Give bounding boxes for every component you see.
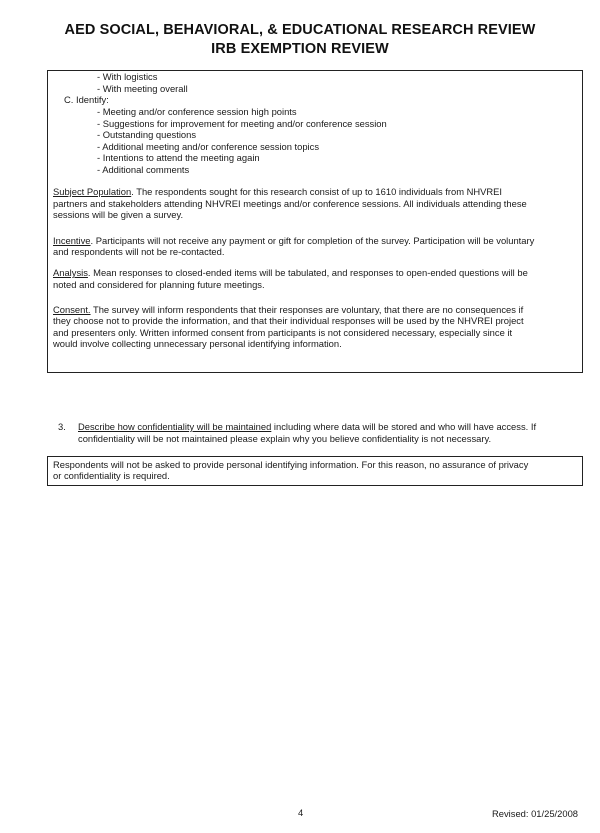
revised-date: Revised: 01/25/2008: [492, 808, 579, 819]
paragraph-text: . The respondents sought for this research consist of up to 1610 individuals from NHVREI: [131, 186, 503, 197]
document-subtitle: IRB EXEMPTION REVIEW: [211, 41, 389, 57]
paragraph-text: they choose not to provide the information, and that their individual responses will be used by the NHVREI project: [53, 315, 524, 326]
incentive-heading: Incentive: [53, 235, 91, 246]
document-title: AED SOCIAL, BEHAVIORAL, & EDUCATIONAL RESEARCH REVIEW: [64, 22, 536, 38]
question-3-line2: confidentiality will be not maintained please explain why you believe confidentiality is not necessary.: [78, 433, 492, 444]
section-c-heading: C. Identify:: [64, 94, 109, 105]
question-3-rest: including where data will be stored and who will have access. If: [271, 421, 537, 432]
answer-3-text: or confidentiality is required.: [53, 470, 170, 481]
paragraph-text: The survey will inform respondents that their responses are voluntary, that there are no consequences if: [90, 304, 524, 315]
subject-population-heading: Subject Population: [53, 186, 132, 197]
list-item: - With logistics: [97, 71, 158, 82]
consent-heading: Consent.: [53, 304, 91, 315]
list-item: - Outstanding questions: [97, 129, 197, 140]
incentive-paragraph: [53, 235, 534, 246]
question-3-number: 3.: [58, 421, 66, 432]
paragraph-text: sessions will be given a survey.: [53, 209, 184, 220]
paragraph-text: would involve collecting unnecessary personal identifying information.: [53, 338, 342, 349]
paragraph-text: partners and stakeholders attending NHVREI meetings and/or conference sessions. All individuals attending these: [53, 198, 527, 209]
list-item: - Intentions to attend the meeting again: [97, 152, 260, 163]
analysis-heading: Analysis: [53, 267, 88, 278]
page-number: 4: [298, 807, 304, 818]
list-item: - With meeting overall: [97, 83, 188, 94]
question-3-text: [78, 421, 536, 432]
list-item: - Additional comments: [97, 164, 190, 175]
paragraph-text: . Mean responses to closed-ended items will be tabulated, and responses to open-ended questions will be: [87, 267, 528, 278]
answer-3-text: Respondents will not be asked to provide personal identifying information. For this reason, no assurance of privacy: [53, 459, 529, 470]
paragraph-text: and respondents will not be re-contacted.: [53, 246, 225, 257]
question-3-underlined: Describe how confidentiality will be maintained: [78, 421, 272, 432]
subject-population-paragraph: [53, 186, 502, 197]
list-item: - Additional meeting and/or conference session topics: [97, 141, 320, 152]
paragraph-text: and presenters only. Written informed consent from participants is not considered necessary, especially since it: [53, 327, 513, 338]
paragraph-text: . Participants will not receive any payment or gift for completion of the survey. Participation will be voluntary: [90, 235, 535, 246]
list-item: - Suggestions for improvement for meeting and/or conference session: [97, 118, 387, 129]
consent-paragraph: [53, 304, 523, 315]
analysis-paragraph: [53, 267, 528, 278]
list-item: - Meeting and/or conference session high points: [97, 106, 297, 117]
paragraph-text: noted and considered for planning future meetings.: [53, 279, 265, 290]
